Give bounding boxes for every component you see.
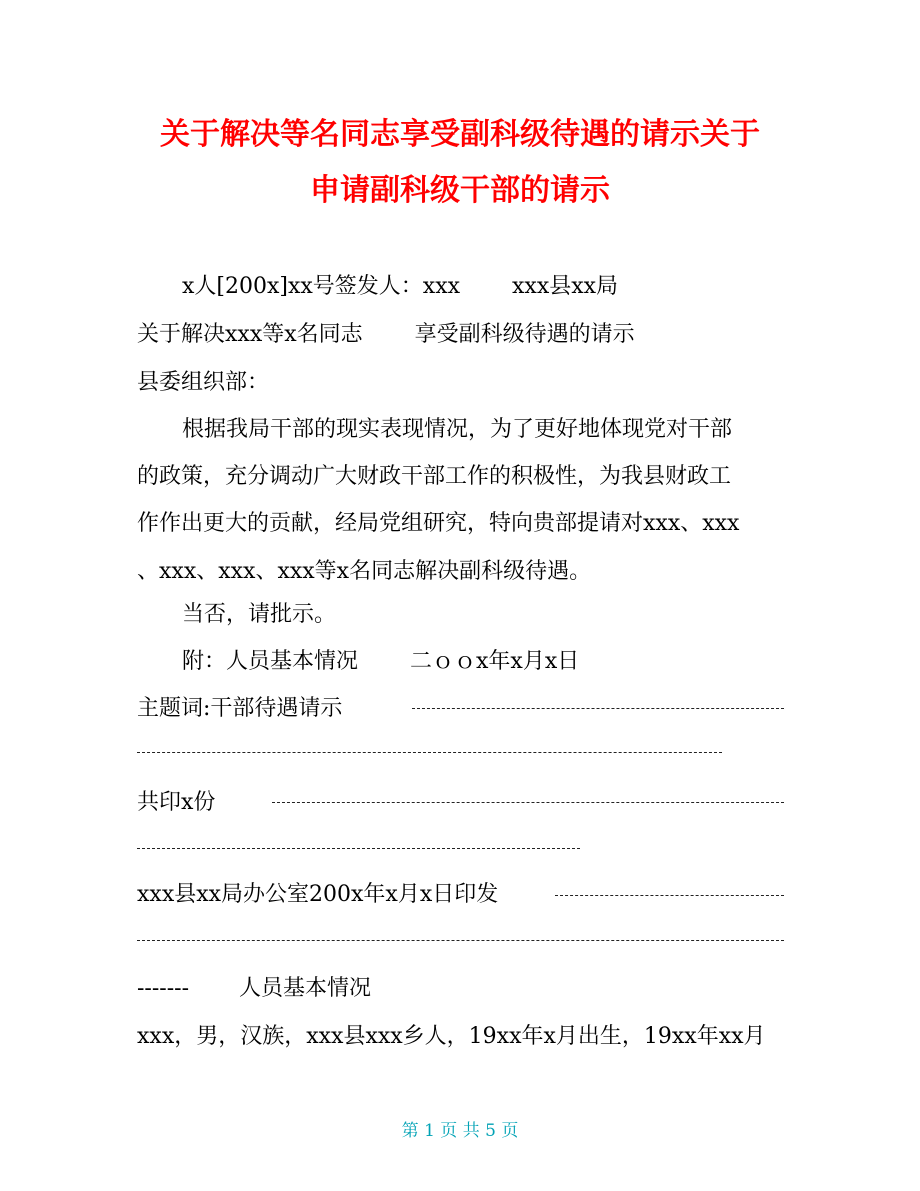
issuer: xxx县xx局 <box>512 274 619 299</box>
separator-line <box>137 848 580 849</box>
subject-part-1: 关于解决xxx等x名同志 <box>137 322 363 347</box>
person-info-line: xxx，男，汉族，xxx县xxx乡人，19xx年x月出生，19xx年xx月 <box>137 1024 766 1049</box>
copies: 共印x份 <box>137 790 216 815</box>
separator-line <box>137 752 722 753</box>
section-title: 人员基本情况 <box>239 976 372 1001</box>
body-line: 的政策，充分调动广大财政干部工作的积极性，为我县财政工 <box>137 464 732 489</box>
body-line: 作作出更大的贡献，经局党组研究，特向贵部提请对xxx、xxx <box>137 511 740 536</box>
trailing-dashes: ------- <box>137 976 190 1001</box>
subject-line <box>137 324 635 346</box>
attachment-date-line <box>182 651 579 673</box>
separator-line <box>555 895 784 896</box>
body-line: 、xxx、xxx、xxx等x名同志解决副科级待遇。 <box>137 559 592 584</box>
body-line: 根据我局干部的现实表现情况，为了更好地体现党对干部 <box>182 417 733 442</box>
page-footer: 第 1 页 共 5 页 <box>401 1121 519 1141</box>
separator-line <box>412 708 784 709</box>
separator-line <box>137 940 784 941</box>
section-line <box>137 978 371 1000</box>
doc-header-line <box>182 276 618 298</box>
separator-line <box>272 802 784 803</box>
document-title-line-1: 关于解决等名同志享受副科级待遇的请示关于 <box>160 117 760 152</box>
attachment: 附：人员基本情况 <box>182 649 359 674</box>
recipient: 县委组织部： <box>137 370 270 395</box>
subject-part-2: 享受副科级待遇的请示 <box>414 322 635 347</box>
document-title-line-2: 申请副科级干部的请示 <box>310 173 610 208</box>
date: 二ｏｏx年x月x日 <box>410 649 580 674</box>
closing-text: 当否，请批示。 <box>182 602 337 627</box>
issued-by: xxx县xx局办公室200x年x月x日印发 <box>137 882 499 907</box>
keywords: 主题词:干部待遇请示 <box>137 696 343 721</box>
doc-number: x人[200x]xx号签发人：xxx <box>182 274 461 299</box>
